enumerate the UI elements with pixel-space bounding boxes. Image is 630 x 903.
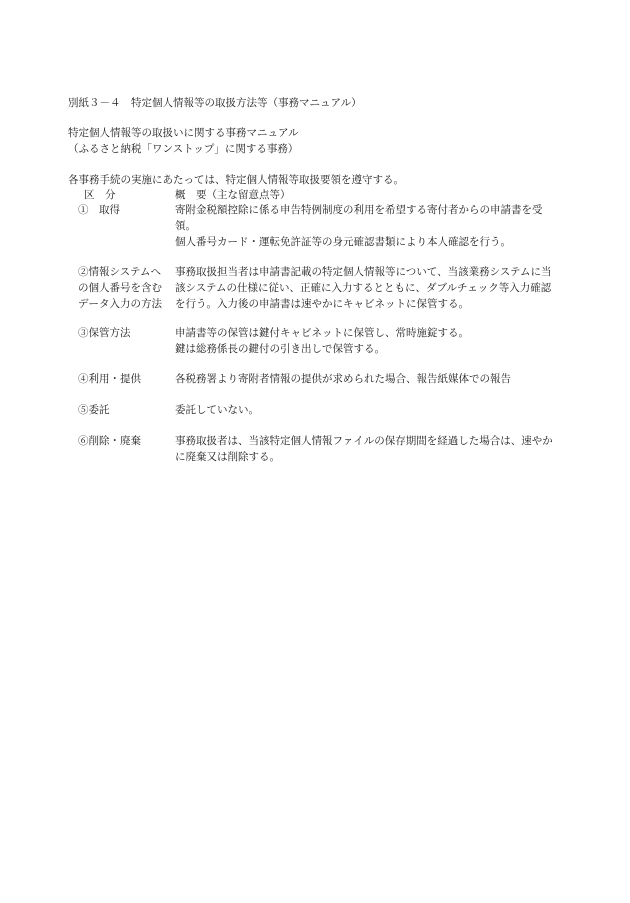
summary-paragraph: 申請書等の保管は鍵付キャビネットに保管し、常時施錠する。	[175, 327, 469, 339]
row-summary	[175, 402, 555, 418]
row-category: ③保管方法	[78, 327, 131, 339]
row-category: ⑥削除・廃棄	[78, 435, 141, 447]
summary-paragraph: 個人番号カード・運転免許証等の身元確認書類により本人確認を行う。	[175, 236, 511, 248]
summary-paragraph: 寄附金税額控除に係る申告特例制度の利用を希望する寄付者からの申請書を受領。	[175, 204, 543, 232]
row-category: ① 取得	[78, 204, 120, 216]
summary-paragraph: 委託していない。	[175, 404, 259, 416]
summary-paragraph: 鍵は総務係長の鍵付の引き出しで保管する。	[175, 343, 385, 355]
row-category: ⑤委託	[78, 404, 110, 416]
row-summary	[175, 325, 555, 357]
summary-paragraph: 各税務署より寄附者情報の提供が求められた場合、報告紙媒体での報告	[175, 373, 511, 385]
row-category: ④利用・提供	[78, 373, 141, 385]
table-header-summary: 概 要（主な留意点等）	[175, 189, 291, 201]
table-header-category: 区 分	[84, 189, 116, 201]
document-subtitle: （ふるさと納税「ワンストップ」に関する事務）	[68, 143, 299, 155]
summary-paragraph: 事務取扱担当者は申請書記載の特定個人情報等について、当該業務システムに当該システムの仕様に従い、正確に入力するとともに、ダブルチェック等入力確認を行う。入力後の申請書は速やかにキャビネットに保管する。	[175, 266, 552, 310]
document-title: 特定個人情報等の取扱いに関する事務マニュアル	[68, 127, 299, 139]
intro-text: 各事務手続の実施にあたっては、特定個人情報等取扱要領を遵守する。	[68, 174, 404, 186]
row-summary	[175, 371, 555, 387]
row-summary	[175, 264, 555, 312]
row-summary	[175, 433, 555, 465]
document-reference: 別紙３－４ 特定個人情報等の取扱方法等（事務マニュアル）	[68, 97, 362, 109]
row-category: ②情報システムへの個人番号を含むデータ入力の方法	[78, 266, 162, 310]
row-summary	[175, 202, 555, 250]
summary-paragraph: 事務取扱者は、当該特定個人情報ファイルの保存期間を経過した場合は、速やかに廃棄又は削除する。	[175, 435, 553, 463]
